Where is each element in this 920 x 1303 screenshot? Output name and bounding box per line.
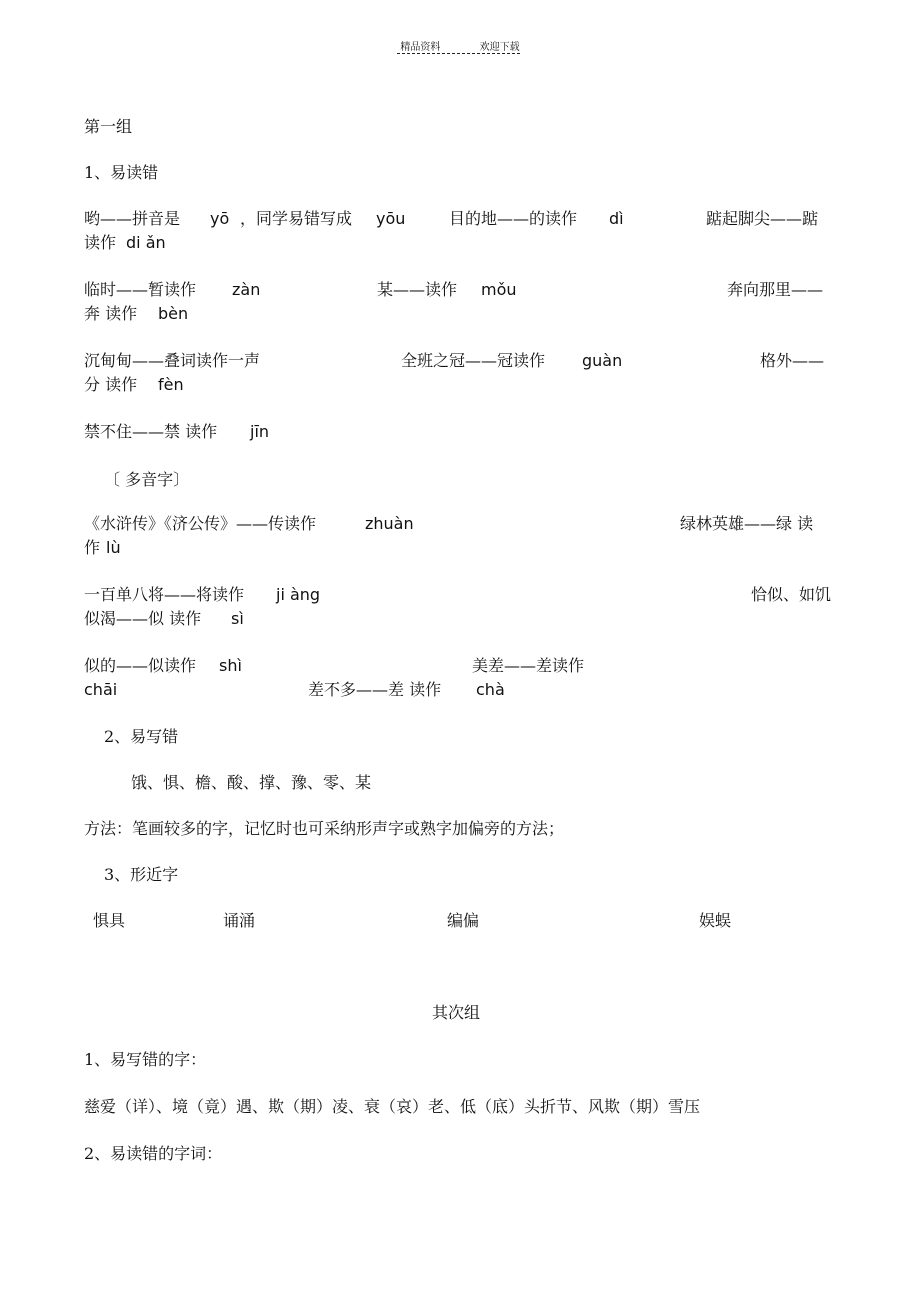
row6-pinyin-a: ji àng — [276, 585, 321, 604]
group2-title: 其次组 — [432, 1003, 481, 1022]
group1-method-text: 方法：笔画较多的字，记忆时也可采纳形声字或熟字加偏旁的方法； — [84, 819, 565, 838]
row3-pinyin-c2: fèn — [158, 375, 184, 394]
row1-text-d2: 读作 — [84, 233, 117, 252]
row7-text-b: 美差——差读作 — [472, 656, 585, 675]
row2-pinyin-b: mǒu — [481, 280, 517, 299]
row6-pinyin-b2: sì — [231, 609, 244, 628]
row2-text-b: 某——读作 — [377, 280, 458, 299]
group1-section2-heading: 2、易写错 — [104, 727, 179, 746]
row2-text-a: 临时——暂读作 — [84, 280, 197, 299]
similar-pair-4: 娱蜈 — [699, 911, 732, 930]
row3-text-a: 沉甸甸——叠词读作一声 — [84, 351, 261, 370]
row3-pinyin-b: guàn — [582, 351, 623, 370]
row2-pinyin-c2: bèn — [158, 304, 189, 323]
row1-pinyin-a: yō — [210, 209, 230, 228]
row7-pinyin-c: chà — [476, 680, 505, 699]
row1-text-a: 哟——拼音是 — [84, 209, 181, 228]
polyphonic-heading: 〔 多音字〕 — [104, 470, 190, 489]
row3-text-c: 格外—— — [760, 351, 825, 370]
group1-section1-heading: 1、易读错 — [84, 163, 159, 182]
row2-pinyin-a: zàn — [232, 280, 261, 299]
row4-text-a: 禁不住——禁 读作 — [84, 422, 218, 441]
group2-section1-text: 慈爱（详）、境（竟）遇、欺（期）凌、衰（哀）老、低（底）头折节、风欺（期）雪压 — [84, 1097, 701, 1116]
row1-text-c: 目的地——的读作 — [449, 209, 578, 228]
row3-text-b: 全班之冠——冠读作 — [401, 351, 546, 370]
row5-text-b: 绿林英雄——绿 读 — [680, 514, 814, 533]
row7-text-a: 似的——似读作 — [84, 656, 197, 675]
group1-title: 第一组 — [84, 117, 133, 136]
row6-text-b2: 似渴——似 读作 — [84, 609, 202, 628]
group2-section2-heading: 2、易读错的字词： — [84, 1144, 223, 1163]
page-header — [0, 38, 920, 53]
row3-text-c2: 分 读作 — [84, 375, 138, 394]
group1-section2-chars: 饿、惧、檐、酸、撑、豫、零、某 — [131, 773, 372, 792]
row7-pinyin-b2: chāi — [84, 680, 118, 699]
row1-text-d: 踮起脚尖——踮 — [706, 209, 819, 228]
row1-pinyin-d2: di ǎn — [126, 233, 166, 252]
similar-pair-1: 惧具 — [93, 911, 126, 930]
row5-text-a: 《水浒传》《济公传》——传读作 — [84, 514, 317, 533]
row5-pinyin-b2: lù — [106, 538, 121, 557]
row6-text-a: 一百单八将——将读作 — [84, 585, 245, 604]
row1-pinyin-c: dì — [609, 209, 624, 228]
row4-pinyin-a: jīn — [250, 422, 270, 441]
group1-section3-heading: 3、形近字 — [104, 865, 179, 884]
row2-text-c: 奔向那里—— — [727, 280, 824, 299]
header-left-text: 精品资料 — [400, 42, 441, 53]
row1-text-b: ，同学易错写成 — [240, 209, 353, 228]
similar-pair-3: 编偏 — [447, 911, 480, 930]
row2-text-c2: 奔 读作 — [84, 304, 138, 323]
similar-pair-2: 诵涌 — [223, 911, 256, 930]
row5-pinyin-a: zhuàn — [365, 514, 414, 533]
row6-text-b: 恰似、如饥 — [751, 585, 832, 604]
row7-text-c: 差不多——差 读作 — [308, 680, 442, 699]
group2-section1-heading: 1、易写错的字： — [84, 1050, 207, 1069]
header-right-text: 欢迎下载 — [479, 42, 520, 53]
row7-pinyin-a: shì — [219, 656, 242, 675]
header-divider — [397, 53, 520, 54]
row1-pinyin-b: yōu — [376, 209, 406, 228]
row5-text-b2: 作 — [84, 538, 101, 557]
